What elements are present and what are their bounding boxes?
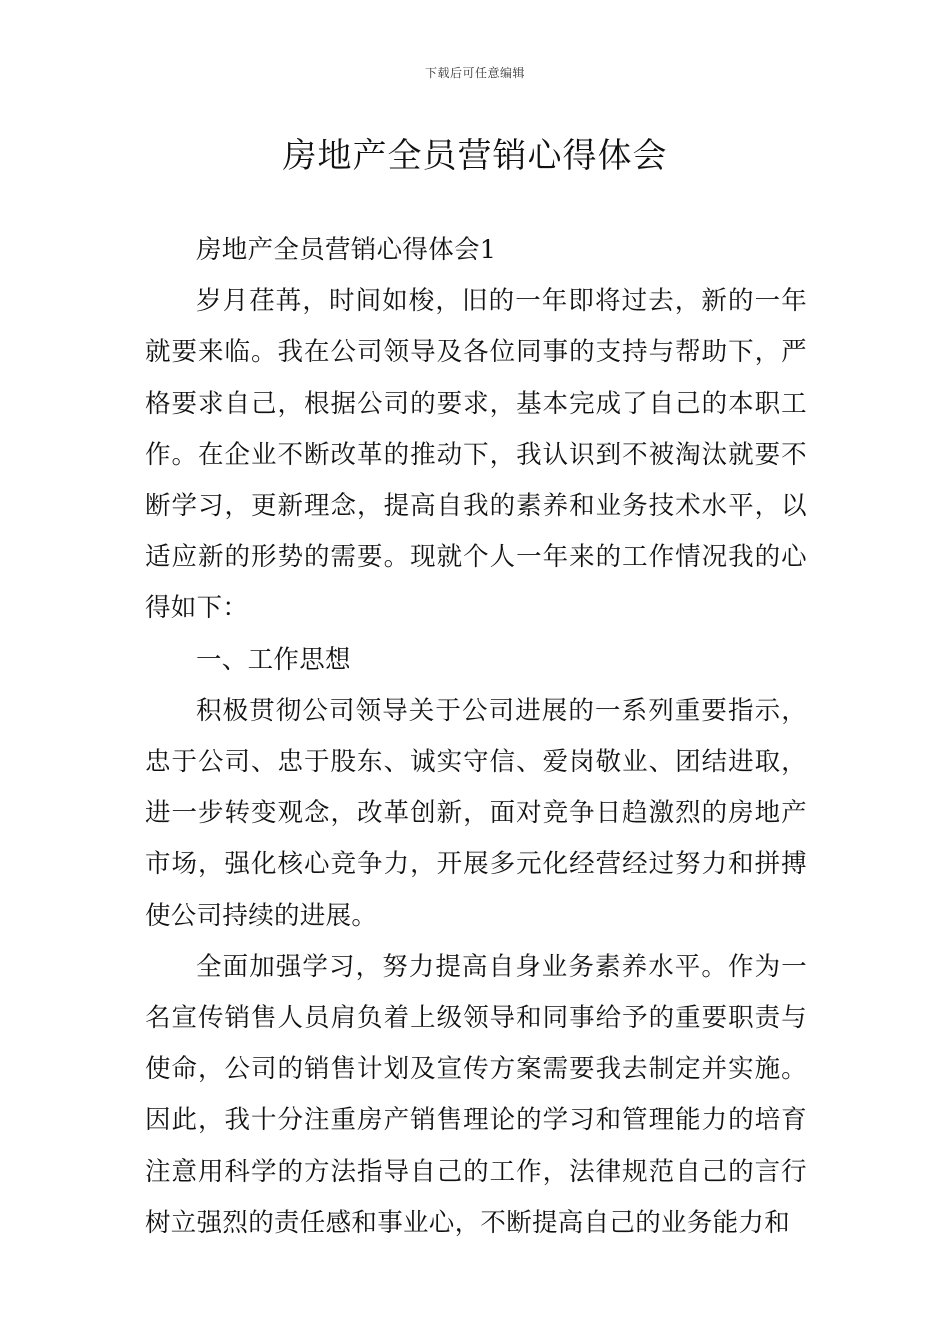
document-title: 房地产全员营销心得体会 [282, 136, 668, 176]
document-body [145, 225, 807, 1249]
paragraph-subtitle: 房地产全员营销心得体会1 [196, 235, 497, 265]
paragraph-study: 全面加强学习，努力提高自身业务素养水平。作为一名宣传销售人员肩负着上级领导和同事给予的重要职责与使命，公司的销售计划及宣传方案需要我去制定并实施。因此，我十分注重房产销售理论的学习和管理能力的培育注意用科学的方法指导自己的工作，法律规范自己的言行树立强烈的责任感和事业心，不断提高自己的业务能力和 [145, 951, 807, 1238]
paragraph-intro: 岁月荏苒，时间如梭，旧的一年即将过去，新的一年就要来临。我在公司领导及各位同事的支持与帮助下，严格要求自己，根据公司的要求，基本完成了自己的本职工作。在企业不断改革的推动下，我认识到不被淘汰就要不断学习，更新理念，提高自我的素养和业务技术水平，以适应新的形势的需要。现就个人一年来的工作情况我的心得如下： [145, 286, 807, 624]
section-heading: 一、工作思想 [196, 644, 351, 675]
paragraph-work-thought: 积极贯彻公司领导关于公司进展的一系列重要指示，忠于公司、忠于股东、诚实守信、爱岗敬业、团结进取，进一步转变观念，改革创新，面对竞争日趋激烈的房地产市场，强化核心竞争力，开展多元化经营经过努力和拼搏使公司持续的进展。 [145, 695, 807, 931]
header-note: 下载后可任意编辑 [424, 66, 525, 80]
